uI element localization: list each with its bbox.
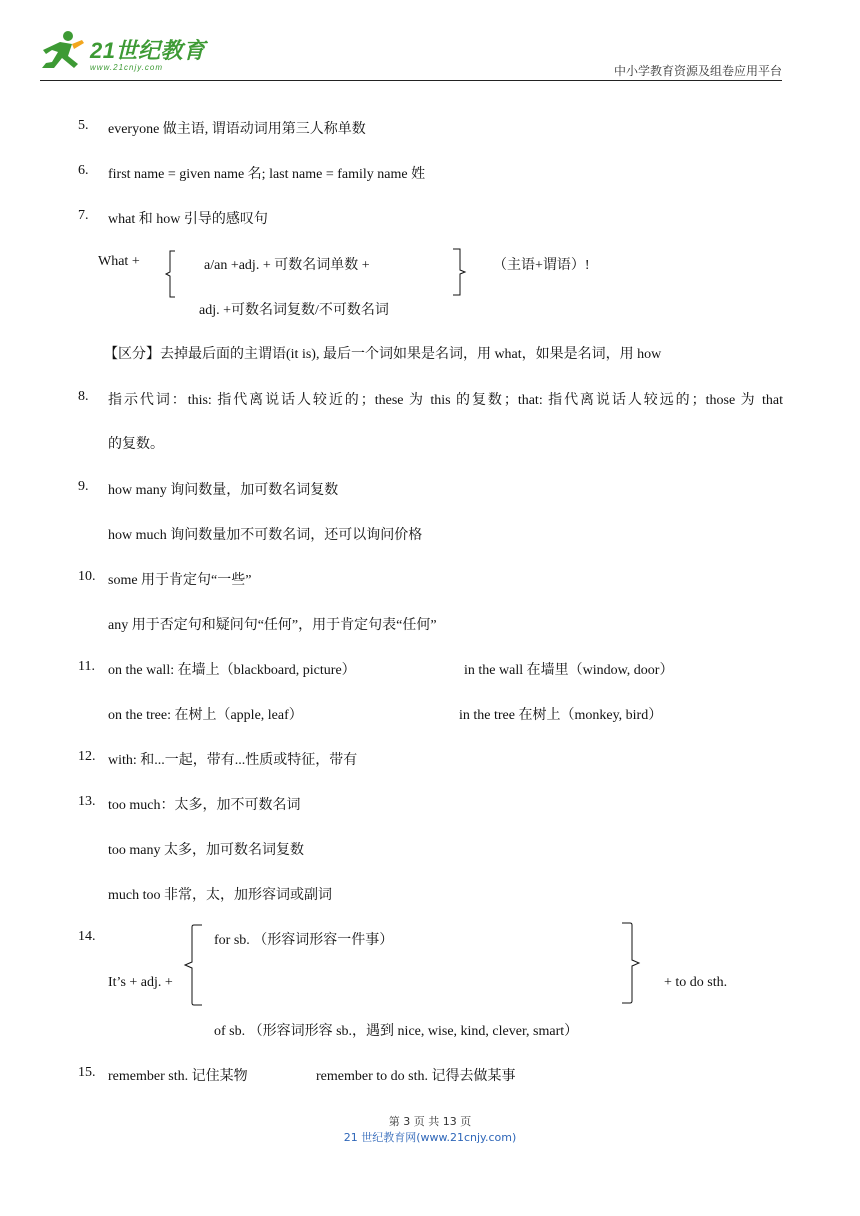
runner-icon: [38, 28, 88, 74]
item-number: 7.: [78, 208, 89, 223]
formula-prefix: What +: [98, 254, 140, 269]
item-text: what 和 how 引导的感叹句: [108, 212, 268, 227]
item-text: first name = given name 名; last name = family name 姓: [108, 167, 426, 182]
item-text: remember to do sth. 记得去做某事: [316, 1069, 516, 1084]
item-text-cont: on the tree: 在树上（apple, leaf）: [108, 708, 303, 723]
formula-option-2: adj. +可数名词复数/不可数名词: [199, 303, 389, 318]
formula-option-1: a/an +adj. + 可数名词单数 +: [204, 258, 370, 273]
item-text-cont: too many 太多，加可数名词复数: [108, 843, 304, 858]
item-text: remember sth. 记住某物: [108, 1069, 248, 1084]
formula-suffix: （主语+谓语）!: [493, 258, 590, 273]
item-text: too much：太多，加不可数名词: [108, 798, 301, 813]
footer-site-link[interactable]: 21 世纪教育网(www.21cnjy.com): [343, 1131, 517, 1144]
item-number: 10.: [78, 569, 96, 584]
header-divider: [40, 80, 782, 81]
item-number: 11.: [78, 659, 95, 674]
item-number: 6.: [78, 163, 89, 178]
distinguish-note: 【区分】去掉最后面的主谓语(it is), 最后一个词如果是名词，用 what，如果是名词，用 how: [104, 347, 662, 362]
item-text-cont: any 用于否定句和疑问句“任何”，用于肯定句表“任何”: [108, 618, 437, 633]
item-number: 12.: [78, 749, 96, 764]
platform-title: 中小学教育资源及组卷应用平台: [613, 64, 782, 78]
left-brace-icon: [184, 924, 204, 1006]
item-text: how many 询问数量，加可数名词复数: [108, 483, 339, 498]
item-text-cont: how much 询问数量加不可数名词，还可以询问价格: [108, 528, 423, 543]
item-text-cont: 的复数。: [108, 437, 164, 452]
item-text: some 用于肯定句“一些”: [108, 573, 252, 588]
item-text-cont: in the tree 在树上（monkey, bird）: [459, 708, 663, 723]
item-text: everyone 做主语, 谓语动词用第三人称单数: [108, 122, 366, 137]
page-number: 第 3 页 共 13 页: [388, 1115, 472, 1128]
right-brace-icon: [452, 248, 466, 296]
formula-option-1: for sb. （形容词形容一件事）: [214, 933, 394, 948]
logo-text: 21世纪教育: [90, 38, 206, 63]
item-number: 13.: [78, 794, 96, 809]
item-number: 5.: [78, 118, 89, 133]
item-text: 指示代词：this: 指代离说话人较近的；these 为 this 的复数；that: 指代离说话人较远的；those 为 that: [108, 393, 783, 408]
logo: [38, 26, 213, 76]
item-text: in the wall 在墙里（window, door）: [464, 663, 674, 678]
item-text: on the wall: 在墙上（blackboard, picture）: [108, 663, 356, 678]
item-text-cont: much too 非常，太，加形容词或副词: [108, 888, 332, 903]
right-brace-icon: [620, 922, 640, 1004]
formula-suffix: + to do sth.: [664, 975, 728, 990]
item-text: with: 和...一起，带有...性质或特征，带有: [108, 753, 358, 768]
logo-url: www.21cnjy.com: [90, 63, 163, 72]
item-number: 9.: [78, 479, 89, 494]
formula-prefix: It’s + adj. +: [108, 975, 173, 990]
item-number: 14.: [78, 929, 96, 944]
item-number: 8.: [78, 389, 89, 404]
left-brace-icon: [165, 250, 177, 298]
formula-option-2: of sb. （形容词形容 sb.，遇到 nice, wise, kind, clever, smart）: [214, 1024, 579, 1039]
item-number: 15.: [78, 1065, 96, 1080]
